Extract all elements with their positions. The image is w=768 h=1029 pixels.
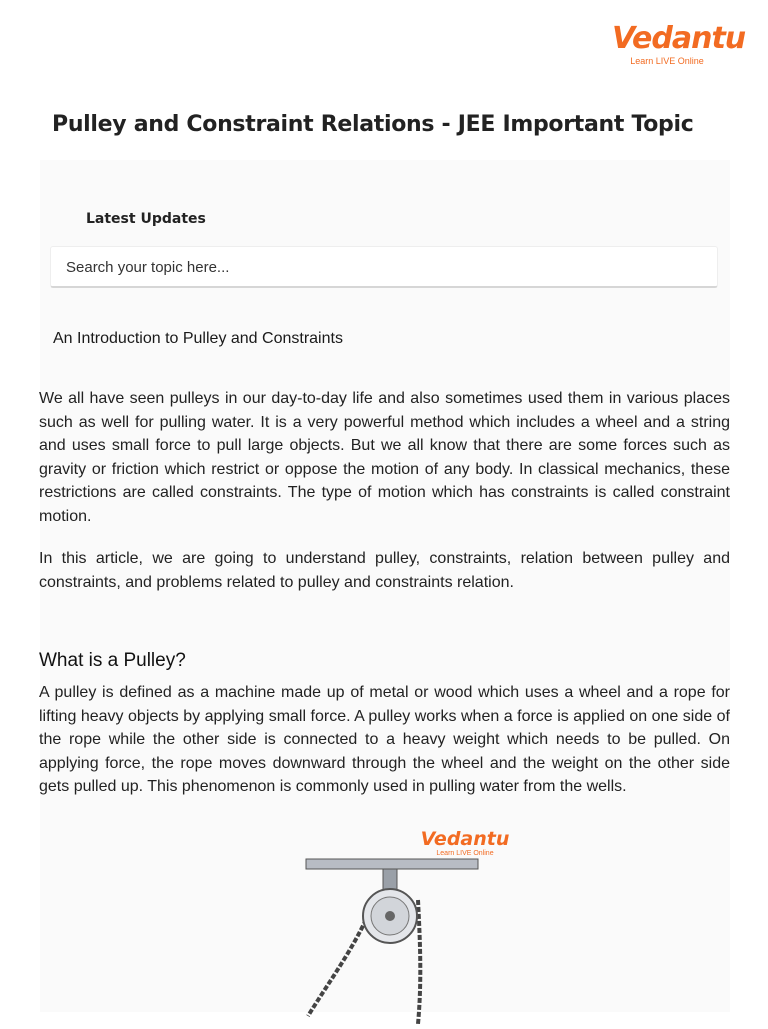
- figure-watermark: Vedantu: [420, 828, 510, 850]
- intro-heading: An Introduction to Pulley and Constraints: [53, 330, 343, 347]
- logo-wordmark: Vedantu: [612, 21, 746, 56]
- pulley-illustration: [300, 820, 510, 1024]
- intro-paragraph-1: We all have seen pulleys in our day-to-day life and also sometimes used them in various places such as well for pulling water. It is a very powerful method which includes a wheel and a string and uses small force to pull large objects. But we all know that there are some forces such as gravity or friction which restrict or oppose the motion of any body. In classical mechanics, these restrictions are called constraints. The type of motion which has constraints is called constraint motion.: [39, 390, 730, 525]
- page-title: Pulley and Constraint Relations - JEE Important Topic: [52, 112, 694, 137]
- section-heading-pulley: What is a Pulley?: [39, 650, 186, 671]
- vedantu-logo[interactable]: [612, 21, 746, 66]
- pulley-paragraph: A pulley is defined as a machine made up of metal or wood which uses a wheel and a rope for lifting heavy objects by applying small force. A pulley works when a force is applied on one side of the rope while the other side is connected to a heavy weight which needs to be pulled. On applying force, the rope moves downward through the wheel and the weight on the other side gets pulled up. This phenomenon is commonly used in pulling water from the wells.: [39, 684, 730, 795]
- search-placeholder: Search your topic here...: [66, 259, 230, 276]
- intro-paragraph-2: In this article, we are going to understand pulley, constraints, relation between pulley and constraints, and problems related to pulley and constraints relation.: [39, 550, 730, 591]
- pulley-axle: [385, 911, 395, 921]
- search-input[interactable]: [50, 246, 718, 288]
- logo-tagline: Learn LIVE Online: [630, 56, 704, 66]
- latest-updates-label[interactable]: Latest Updates: [86, 211, 206, 227]
- pulley-diagram: [300, 820, 510, 1024]
- ceiling-beam: [306, 859, 478, 869]
- rope-right: [418, 900, 420, 1024]
- figure-watermark-tagline: Learn LIVE Online: [436, 850, 494, 857]
